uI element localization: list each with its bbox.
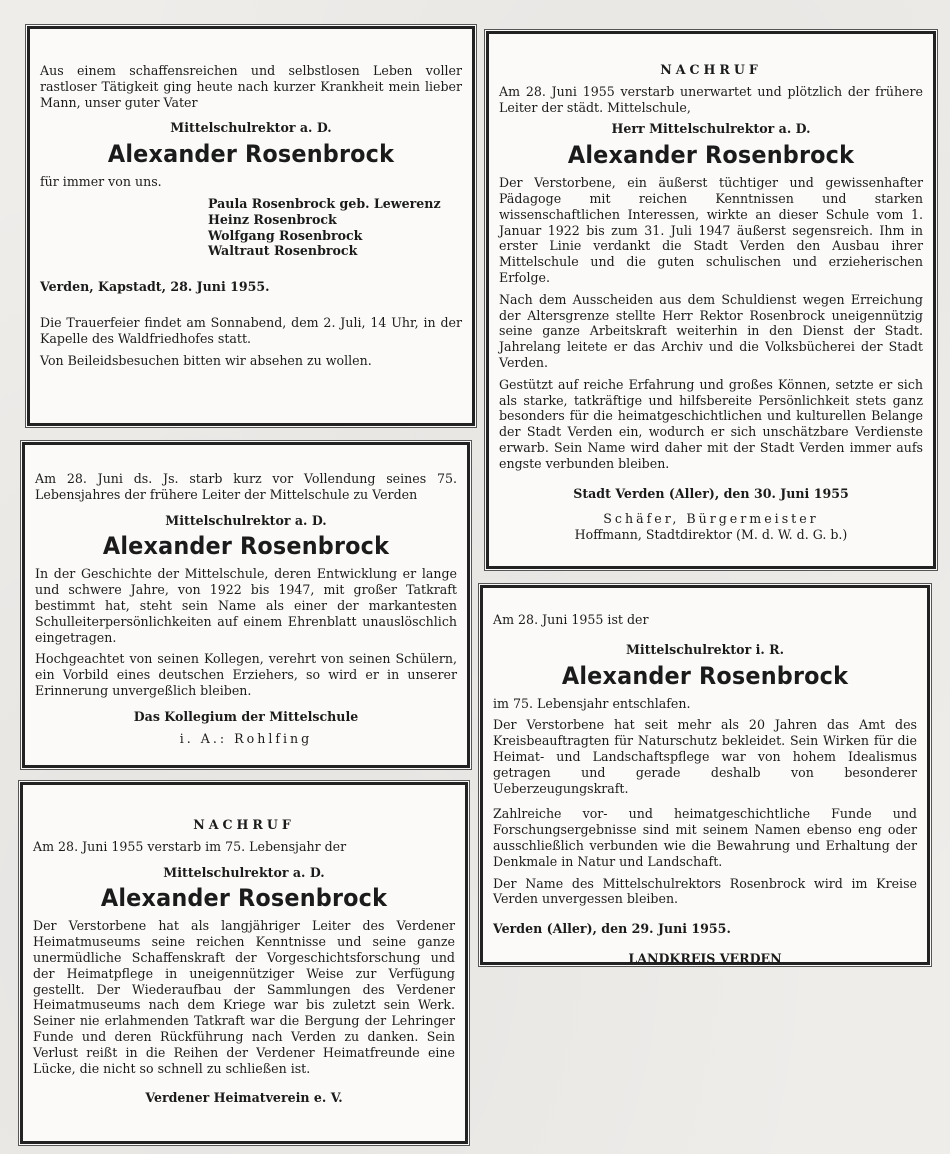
- city-deceased-name: Alexander Rosenbrock: [567, 141, 855, 170]
- heritage-society-obituary-notice: [20, 782, 468, 1144]
- family-deceased-title: Mittelschulrektor a. D.: [170, 120, 332, 136]
- city-place-date: Stadt Verden (Aller), den 30. Juni 1955: [573, 485, 849, 501]
- district-place-date: Verden (Aller), den 29. Juni 1955.: [493, 921, 731, 937]
- staff-paragraph-2: Hochgeachtet von seinen Kollegen, verehrt von seinen Schülern, ein Vorbild eines deutschen Erziehers, so wird er in unserer Erinnerung unvergeßlich bleiben.: [35, 651, 457, 698]
- city-paragraph-3: Gestützt auf reiche Erfahrung und großes Können, setzte er sich als starke, tatkräftige und hilfsbereite Persönlichkeit stets ganz besonders für die heimatgeschichtlichen und kulturellen Belange der Stadt Verden ein, wodurch er sich unschätzbare Verdienste erwarb. Sein Name wird daher mit der Stadt Verden immer aufs engste verbunden bleiben.: [499, 376, 923, 471]
- city-signature-director: Hoffmann, Stadtdirektor (M. d. W. d. G. b.): [574, 527, 848, 543]
- district-age-text: im 75. Lebensjahr entschlafen.: [493, 695, 691, 711]
- family-member-4: Waltraut Rosenbrock: [208, 243, 358, 259]
- family-deceased-name: Alexander Rosenbrock: [107, 140, 395, 169]
- district-deceased-name: Alexander Rosenbrock: [561, 661, 849, 690]
- district-paragraph-1: Der Verstorbene hat seit mehr als 20 Jahren das Amt des Kreisbeauftragten für Naturschutz bekleidet. Sein Wirken für die Heimat- und Landschaftspflege war von hohem Idealismus getragen und gerade deshalb von besonderer Ueberzeugungskraft.: [493, 717, 917, 796]
- school-staff-obituary-notice: [22, 442, 470, 768]
- staff-deceased-name: Alexander Rosenbrock: [102, 532, 390, 561]
- city-obituary-notice: [486, 31, 936, 569]
- city-paragraph-1: Der Verstorbene, ein äußerst tüchtiger und gewissenhafter Pädagoge mit reichen Kenntnissen und starken wissenschaftlichen Interessen, wirkte an dieser Schule vom 1. Januar 1922 bis zum 31. Juli 1947 äußerst segensreich. Ihm in erster Linie verdankt die Stadt Verden den Ausbau ihrer Mittelschule und die guten schulischen und erzieherischen Erfolge.: [499, 175, 923, 285]
- family-forever-text: für immer von uns.: [40, 174, 162, 190]
- staff-intro-text: Am 28. Juni ds. Js. starb kurz vor Vollendung seines 75. Lebensjahres der frühere Leiter der Mittelschule zu Verden: [35, 471, 457, 502]
- district-signature: LANDKREIS VERDEN: [628, 950, 782, 966]
- family-obituary-notice: [27, 26, 475, 426]
- society-paragraph-1: Der Verstorbene hat als langjähriger Leiter des Verdener Heimatmuseums seine reichen Kenntnisse und seine ganze unermüdliche Schaffenskraft der Vorgeschichtsforschung und der Heimatpflege in uneigennütziger Weise zur Verfügung gestellt. Der Wiederaufbau der Sammlungen des Verdener Heimatmuseums nach dem Kriege war bis zuletzt sein Werk. Seiner nie erlahmenden Tatkraft war die Bergung der Lehringer Funde und deren Rückführung nach Verden zu danken. Sein Verlust reißt in die Reihen der Verdener Heimatfreunde eine Lücke, die nicht so schnell zu schließen ist.: [33, 918, 455, 1076]
- city-nachruf-heading: NACHRUF: [660, 62, 762, 77]
- city-paragraph-2: Nach dem Ausscheiden aus dem Schuldienst wegen Erreichung der Altersgrenze stellte Herr Rektor Rosenbrock uneigennützig seine ganze Arbeitskraft weiterhin in den Dienst der Stadt. Jahrelang leitete er das Archiv und die Volksbücherei der Stadt Verden.: [499, 291, 923, 370]
- district-paragraph-2: Zahlreiche vor- und heimatgeschichtliche Funde und Forschungsergebnisse sind mit seinem Namen ebenso eng oder ausschließlich verbunden wie die Bewahrung und Erhaltung der Denkmale in Natur und Landschaft.: [493, 806, 917, 869]
- society-intro-text: Am 28. Juni 1955 verstarb im 75. Lebensjahr der: [33, 838, 347, 854]
- society-nachruf-heading: NACHRUF: [193, 817, 295, 832]
- family-member-2: Heinz Rosenbrock: [208, 211, 337, 227]
- society-deceased-name: Alexander Rosenbrock: [100, 884, 388, 913]
- society-signature: Verdener Heimatverein e. V.: [145, 1090, 343, 1106]
- city-deceased-title: Herr Mittelschulrektor a. D.: [611, 121, 811, 137]
- district-obituary-notice: [480, 585, 930, 965]
- society-deceased-title: Mittelschulrektor a. D.: [163, 864, 325, 880]
- family-place-date: Verden, Kapstadt, 28. Juni 1955.: [40, 279, 270, 295]
- staff-deceased-title: Mittelschulrektor a. D.: [165, 512, 327, 528]
- district-paragraph-3: Der Name des Mittelschulrektors Rosenbrock wird im Kreise Verden unvergessen bleiben.: [493, 875, 917, 907]
- staff-paragraph-1: In der Geschichte der Mittelschule, deren Entwicklung er lange und schwere Jahre, von 1922 bis 1947, mit großer Tatkraft bestimmt hat, steht sein Name als einer der markantesten Schulleiterpersönlichkeiten auf einem Ehrenblatt unauslöschlich eingetragen.: [35, 566, 457, 645]
- district-deceased-title: Mittelschulrektor i. R.: [625, 641, 785, 657]
- condolence-text: Von Beileidsbesuchen bitten wir absehen zu wollen.: [40, 352, 372, 368]
- district-intro-text: Am 28. Juni 1955 ist der: [493, 612, 649, 627]
- city-intro-text: Am 28. Juni 1955 verstarb unerwartet und plötzlich der frühere Leiter der städt. Mittelschule,: [499, 83, 923, 115]
- family-member-3: Wolfgang Rosenbrock: [208, 227, 363, 243]
- staff-signature-name: i. A.: Rohlfing: [179, 730, 313, 746]
- family-intro-text: Aus einem schaffensreichen und selbstlosen Leben voller rastloser Tätigkeit ging heute nach kurzer Krankheit mein lieber Mann, unser guter Vater: [40, 63, 462, 110]
- city-signature-mayor: Schäfer, Bürgermeister: [603, 511, 819, 527]
- family-member-1: Paula Rosenbrock geb. Lewerenz: [208, 195, 441, 211]
- staff-signature-college: Das Kollegium der Mittelschule: [133, 708, 359, 724]
- funeral-info-text: Die Trauerfeier findet am Sonnabend, dem 2. Juli, 14 Uhr, in der Kapelle des Waldfriedhofes statt.: [40, 314, 462, 346]
